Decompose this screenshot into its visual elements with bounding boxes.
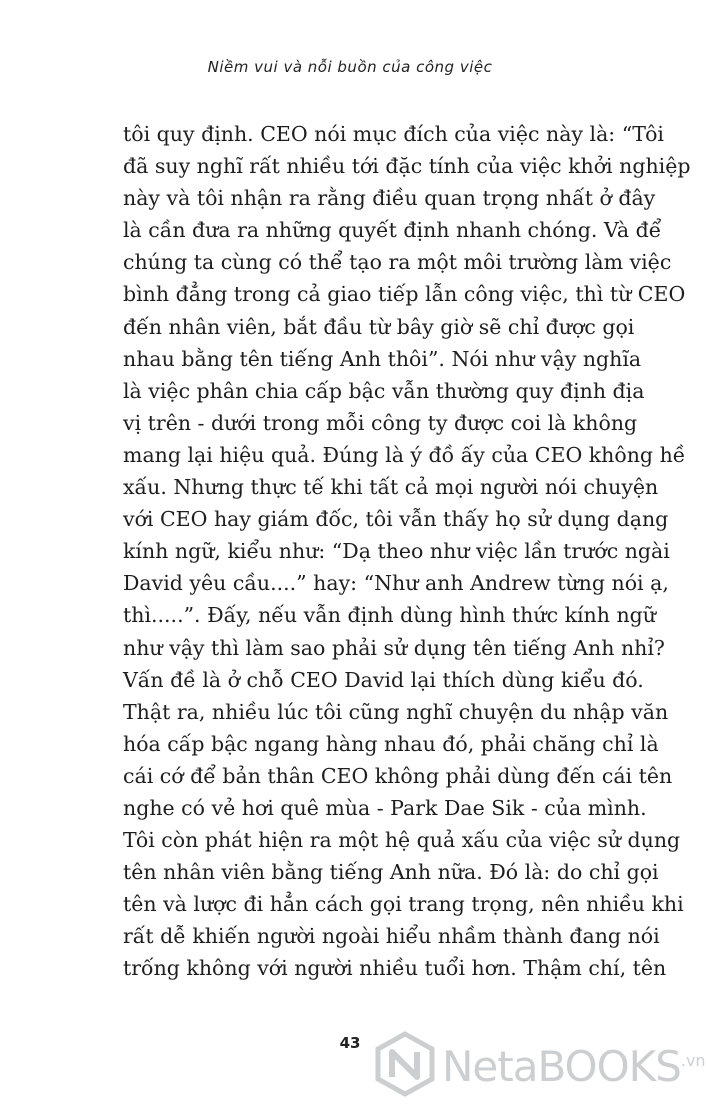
- text-line: là việc phân chia cấp bậc vẫn thường quy định địa: [123, 378, 645, 403]
- watermark-suffix: .vn: [680, 1050, 706, 1070]
- text-line: tên và lược đi hẳn cách gọi trang trọng, nên nhiều khi: [123, 892, 684, 917]
- text-line: tên nhân viên bằng tiếng Anh nữa. Đó là: do chỉ gọi: [123, 860, 659, 885]
- text-line: nhau bằng tên tiếng Anh thôi”. Nói như vậy nghĩa: [123, 346, 642, 371]
- text-line: trống không với người nhiều tuổi hơn. Thậm chí, tên: [123, 956, 667, 981]
- text-line: thì.....”. Đấy, nếu vẫn định dùng hình thức kính ngữ: [123, 603, 657, 628]
- text-line: vị trên - dưới trong mỗi công ty được coi là không: [123, 410, 638, 435]
- text-line: là cần đưa ra những quyết định nhanh chóng. Và để: [123, 218, 662, 243]
- running-header: Niềm vui và nỗi buồn của công việc: [207, 58, 493, 76]
- watermark: [372, 1030, 706, 1102]
- text-line: David yêu cầu....” hay: “Như anh Andrew từng nói ạ,: [123, 571, 669, 596]
- text-line: nghe có vẻ hơi quê mùa - Park Dae Sik - của mình.: [123, 795, 647, 820]
- text-line: bình đẳng trong cả giao tiếp lẫn công việc, thì từ CEO: [123, 282, 686, 307]
- text-line: Tôi còn phát hiện ra một hệ quả xấu của việc sử dụng: [123, 828, 681, 853]
- text-line: với CEO hay giám đốc, tôi vẫn thấy họ sử dụng dạng: [123, 507, 669, 532]
- text-line: Thật ra, nhiều lúc tôi cũng nghĩ chuyện du nhập văn: [123, 699, 669, 724]
- text-line: đã suy nghĩ rất nhiều tới đặc tính của việc khởi nghiệp: [123, 154, 691, 179]
- text-line: đến nhân viên, bắt đầu từ bây giờ sẽ chỉ được gọi: [123, 314, 635, 339]
- watermark-brand: NetaBOOKS$^{.vn}$: [442, 1041, 706, 1091]
- text-line: hóa cấp bậc ngang hàng nhau đó, phải chăng chỉ là: [123, 731, 659, 756]
- text-line: như vậy thì làm sao phải sử dụng tên tiếng Anh nhỉ?: [123, 635, 665, 660]
- text-line: xấu. Nhưng thực tế khi tất cả mọi người nói chuyện: [123, 475, 659, 500]
- text-line: rất dễ khiến người ngoài hiểu nhầm thành đang nói: [123, 924, 660, 949]
- text-line: tôi quy định. CEO nói mục đích của việc này là: “Tôi: [123, 122, 664, 146]
- text-line: chúng ta cùng có thể tạo ra một môi trường làm việc: [123, 250, 672, 275]
- text-line: này và tôi nhận ra rằng điều quan trọng nhất ở đây: [123, 186, 656, 211]
- page-number: 43: [339, 1034, 361, 1052]
- text-line: Vấn đề là ở chỗ CEO David lại thích dùng kiểu đó.: [123, 667, 644, 692]
- netabooks-logo-icon: [372, 1031, 438, 1101]
- text-line: mang lại hiệu quả. Đúng là ý đồ ấy của CEO không hề: [123, 442, 686, 467]
- body-text: [123, 118, 691, 985]
- text-line: cái cớ để bản thân CEO không phải dùng đến cái tên: [123, 763, 673, 788]
- text-line: kính ngữ, kiểu như: “Dạ theo như việc lần trước ngài: [123, 539, 670, 564]
